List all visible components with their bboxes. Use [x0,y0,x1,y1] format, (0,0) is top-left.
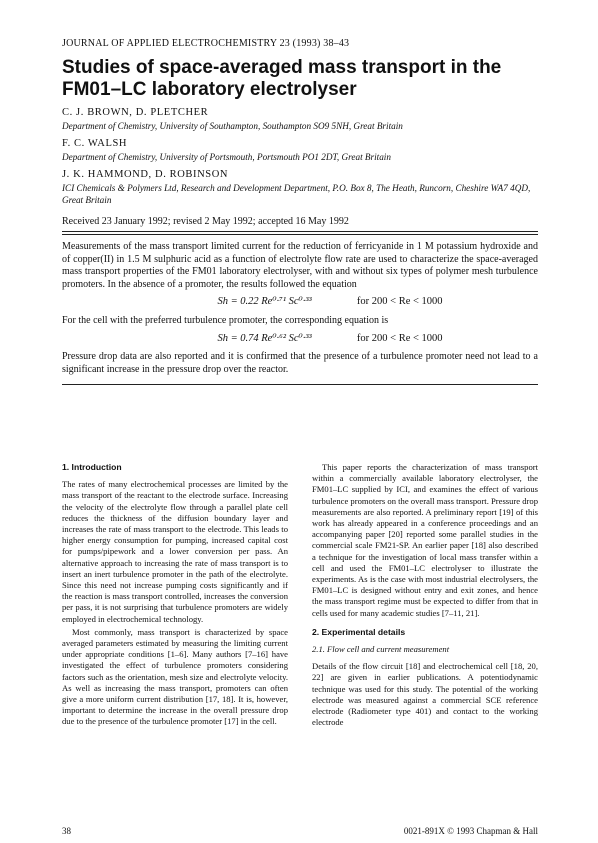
equation-1-lhs: Sh [217,296,228,308]
section-heading-introduction: 1. Introduction [62,462,122,472]
author-group-3 [62,169,538,206]
title-line-2: FM01–LC laboratory electrolyser [62,79,357,100]
author-names: J. K. HAMMOND, D. ROBINSON [62,169,229,180]
intro-paragraph-1: The rates of many electrochemical processes are limited by the mass transport of the reactant to the electrode surface. Increasing the velocity of the electrolyte flow through a parallel plate cell reduces the thickness of the diffusion boundary layer and increases the rate of mass transport to the electrode. This leads to higher energy consumption for pumping, increased capital cost for pumps/pipework and a lower conversion per pass. An alternative approach to increasing the rate of mass transport is to insert an inert turbulence promoter in the path of the electrolyte. Since this need not increase pumping costs significantly and if the reaction is mass transport controlled, increases the conversion per pass, it is not surprising that turbulence promoters are widely employed in electrochemical technology. [62,479,288,624]
equation-1-condition: for 200 < Re < 1000 [356,296,443,308]
equation-2 [122,333,538,346]
divider-thick [62,231,538,232]
author-names: C. J. BROWN, D. PLETCHER [62,107,209,118]
intro-paragraph-3: This paper reports the characterization of mass transport within a commercially available laboratory electrolyser, the FM01–LC supplied by ICI, and examines the effect of various turbulence promoters on the overall mass transport. Pressure drop measurements are also reported. A preliminary report [19] of this work has already appeared in a conference proceedings and an accompanying paper [20] reported some parallel studies in the commercial scale FM21-SP. An earlier paper [18] also described a technique for the investigation of local mass transfer within a cell and used the FM01–LC electrolyser to illustrate the experiments. As is the case with most industrial electrolysers, the FM01–LC is designed without entry and exit zones, and hence the mass transport regime must be expected to differ from that in cells used for many academic studies [7–11, 21]. [312,462,539,618]
article-title [62,57,538,101]
author-group-2 [62,138,538,163]
left-column [62,462,288,730]
journal-citation: JOURNAL OF APPLIED ELECTROCHEMISTRY 23 (1993) 38–43 [62,38,350,49]
author-group-1 [62,107,538,132]
author-affiliation: Department of Chemistry, University of Portsmouth, Portsmouth PO1 2DT, Great Britain [62,152,391,162]
copyright-notice: 0021-891X © 1993 Chapman & Hall [403,826,538,836]
received-dates: Received 23 January 1992; revised 2 May 1992; accepted 16 May 1992 [62,216,349,227]
abstract-paragraph-3: Pressure drop data are also reported and it is confirmed that the presence of a turbulence promoter need not lead to a significant increase in the pressure drop over the reactor. [62,351,538,375]
author-affiliation: Department of Chemistry, University of Southampton, Southampton SO9 5NH, Great Britain [62,121,403,131]
abstract [62,241,538,376]
divider-thin [62,234,538,235]
page-header-block [62,38,538,385]
page-number: 38 [62,826,71,836]
title-line-1: Studies of space-averaged mass transport in the [62,57,502,78]
author-affiliation: ICI Chemicals & Polymers Ltd, Research and Development Department, P.O. Box 8, The Heath, Runcorn, Cheshire WA7 4QD, Great Britain [62,183,531,205]
experimental-paragraph-1: Details of the flow circuit [18] and electrochemical cell [18, 20, 22] are given in earlier publications. A potentiodynamic technique was used for this study. The potential of the working electrode was measured against a commercial SCE reference electrode (Radiometer type 401) and contact to the working electrode [312,661,538,728]
abstract-bottom-divider [62,384,538,385]
equation-2-rhs: = 0.74 Re⁰·⁶² Sc⁰·³³ [230,332,312,344]
right-column [312,462,538,730]
subsection-heading-flow-cell: 2.1. Flow cell and current measurement [312,644,450,655]
abstract-paragraph-2: For the cell with the preferred turbulence promoter, the corresponding equation is [62,314,389,326]
equation-1-rhs: = 0.22 Re⁰·⁷¹ Sc⁰·³³ [230,296,312,308]
equation-2-condition: for 200 < Re < 1000 [356,332,443,344]
intro-paragraph-2: Most commonly, mass transport is characterized by space averaged parameters estimated by measuring the limiting current under appropriate conditions [1–6]. Many authors [7–16] have investigated the effect of turbulence promoters considering factors such as the orientation, mesh size and electrolyte velocity. As well as increasing the mass transport, promoters can often give a more uniform current distribution [17, 18]. It is, however, important to determine the increase in the overall pressure drop due to the presence of the turbulence promoter [17] in the cell. [62,626,288,727]
equation-2-lhs: Sh [217,332,228,344]
section-heading-experimental: 2. Experimental details [312,626,406,637]
abstract-paragraph-1: Measurements of the mass transport limited current for the reduction of ferricyanide in 1 M potassium hydroxide and of copper(II) in 1.5 M sulphuric acid as a function of electrolyte flow rate are used to characterize the space-averaged mass transport properties of the FM01 laboratory electrolyser, with and without six types of polymer mesh turbulence promoters. In the absence of a promoter, the results followed the equation [62,241,538,290]
page-footer [62,826,538,836]
body-columns [62,462,538,730]
equation-1 [122,296,538,309]
author-names: F. C. WALSH [62,138,128,149]
